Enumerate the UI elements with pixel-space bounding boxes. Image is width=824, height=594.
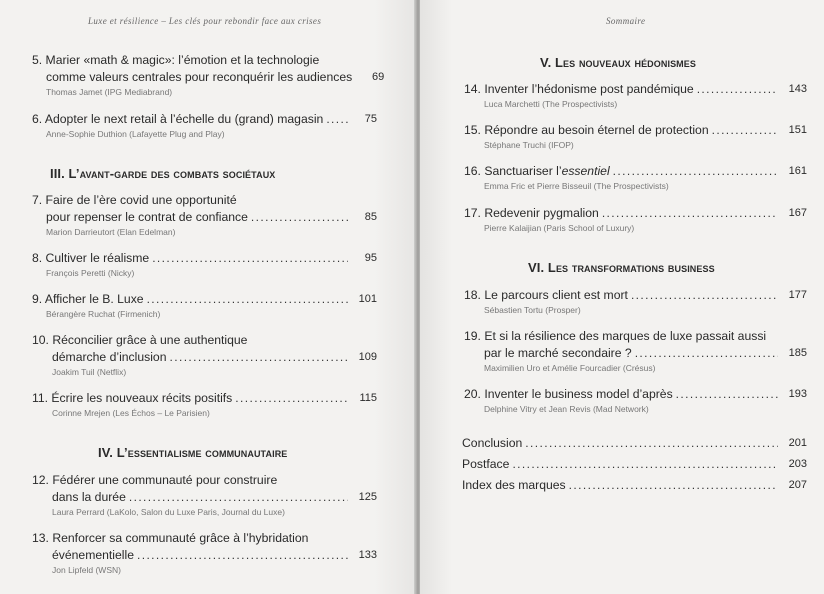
leader-dots (676, 386, 778, 403)
page-number: 203 (788, 458, 807, 470)
entry-title: 15. Répondre au besoin éternel de protection (464, 123, 709, 137)
entry-title: 6. Adopter le next retail à l’échelle du (grand) magasin (32, 112, 324, 126)
entry-title-cont: démarche d’inclusion (52, 350, 167, 364)
page-number: 193 (788, 388, 807, 400)
section-heading-3: III. L’avant-garde des combats sociétaux (50, 166, 276, 181)
page-number: 151 (788, 124, 807, 136)
entry-title: 9. Afficher le B. Luxe (32, 292, 144, 306)
entry-author: Thomas Jamet (IPG Mediabrand) (46, 87, 173, 97)
page-number: 85 (364, 211, 377, 223)
entry-author: Corinne Mrejen (Les Échos – Le Parisien) (52, 408, 210, 418)
page-number: 185 (788, 347, 807, 359)
leader-dots (525, 435, 778, 452)
page-number: 125 (358, 491, 377, 503)
entry-title: 12. Fédérer une communauté pour construire (32, 473, 278, 487)
entry-title-cont: comme valeurs centrales pour reconquérir les audiences (46, 70, 353, 84)
entry-author: Pierre Kalaijian (Paris School of Luxury) (484, 223, 635, 233)
toc-back-matter (462, 435, 807, 494)
entry-title: 18. Le parcours client est mort (464, 288, 628, 302)
entry-author: Marion Darrieutort (Elan Edelman) (46, 227, 176, 237)
toc-entry-9 (32, 291, 377, 320)
leader-dots (152, 250, 348, 267)
leader-dots (569, 477, 778, 494)
page-number: 177 (788, 289, 807, 301)
toc-entry-12 (32, 472, 377, 518)
entry-author: Anne-Sophie Duthion (Lafayette Plug and Play) (46, 129, 225, 139)
page-number: 69 (371, 71, 385, 83)
toc-entry-15 (464, 122, 807, 151)
entry-title: 5. Marier «math & magic»: l’émotion et la technologie (32, 53, 320, 67)
toc-entry-5 (32, 52, 385, 98)
leader-dots (697, 81, 778, 98)
leader-dots (251, 209, 348, 226)
entry-title: 13. Renforcer sa communauté grâce à l’hybridation (32, 531, 309, 545)
toc-entry-20 (464, 386, 807, 415)
entry-title: 19. Et si la résilience des marques de luxe passait aussi (464, 329, 767, 343)
entry-author: Laura Perrard (LaKolo, Salon du Luxe Paris, Journal du Luxe) (52, 507, 285, 517)
leader-dots (631, 287, 778, 304)
entry-title-cont: dans la durée (52, 490, 126, 504)
leader-dots (602, 205, 778, 222)
page-number: 133 (358, 549, 377, 561)
postface-label: Postface (462, 457, 510, 471)
toc-entry-18 (464, 287, 807, 316)
entry-title-cont: événementielle (52, 548, 134, 562)
entry-author: Jon Lipfeld (WSN) (52, 565, 121, 575)
entry-title: 8. Cultiver le réalisme (32, 251, 150, 265)
toc-entry-8 (32, 250, 377, 279)
page-number: 167 (788, 207, 807, 219)
page-number: 161 (788, 165, 807, 177)
leader-dots (147, 291, 348, 308)
entry-author: Sébastien Tortu (Prosper) (484, 305, 581, 315)
entry-author: Maximilien Uro et Amélie Fourcadier (Crésus) (484, 363, 656, 373)
entry-title: 20. Inventer le business model d’après (464, 387, 673, 401)
entry-author: Emma Fric et Pierre Bisseuil (The Prospectivists) (484, 181, 669, 191)
page-number: 109 (358, 351, 377, 363)
toc-entry-11 (32, 390, 377, 419)
entry-title: 10. Réconcilier grâce à une authentique (32, 333, 248, 347)
leader-dots (635, 345, 778, 362)
entry-author: Delphine Vitry et Jean Revis (Mad Network) (484, 404, 649, 414)
toc-entry-13 (32, 530, 377, 576)
leader-dots (712, 122, 778, 139)
toc-entry-17 (464, 205, 807, 234)
leader-dots (137, 547, 348, 564)
entry-title: 17. Redevenir pygmalion (464, 206, 599, 220)
page-number: 75 (364, 113, 377, 125)
leader-dots (613, 163, 778, 180)
page-number: 207 (788, 479, 807, 491)
entry-title-prefix: 16. Sanctuariser l’ (464, 164, 562, 178)
page-number: 143 (788, 83, 807, 95)
toc-entry-14 (464, 81, 807, 110)
conclusion-label: Conclusion (462, 436, 523, 450)
section-heading-6: VI. Les transformations business (528, 260, 715, 275)
entry-title-cont: pour repenser le contrat de confiance (46, 210, 248, 224)
leader-dots (235, 390, 348, 407)
running-head-right: Sommaire (606, 16, 646, 26)
entry-title: 14. Inventer l’hédonisme post pandémique (464, 82, 694, 96)
entry-author: Bérangère Ruchat (Firmenich) (46, 309, 161, 319)
section-heading-4: IV. L’essentialisme communautaire (98, 445, 288, 460)
right-page (420, 0, 824, 594)
entry-title: 7. Faire de l’ère covid une opportunité (32, 193, 237, 207)
page-number: 95 (364, 252, 377, 264)
entry-title (464, 163, 610, 180)
entry-author: Joakim Tuil (Netflix) (52, 367, 127, 377)
entry-title: 11. Écrire les nouveaux récits positifs (32, 391, 233, 405)
index-label: Index des marques (462, 478, 566, 492)
toc-entry-16 (464, 163, 807, 192)
running-head-left: Luxe et résilience – Les clés pour rebondir face aux crises (88, 16, 322, 26)
page-number: 101 (358, 293, 377, 305)
toc-entry-19 (464, 328, 807, 374)
entry-title-cont: par le marché secondaire ? (484, 346, 632, 360)
entry-author: Stéphane Truchi (IFOP) (484, 140, 574, 150)
entry-author: François Peretti (Nicky) (46, 268, 135, 278)
leader-dots (512, 456, 778, 473)
toc-entry-10 (32, 332, 377, 378)
section-heading-5: V. Les nouveaux hédonismes (540, 55, 696, 70)
leader-dots (326, 111, 348, 128)
page-number: 201 (788, 437, 807, 449)
page-number: 115 (359, 392, 377, 404)
entry-title-italic: essentiel (561, 164, 610, 178)
toc-entry-6 (32, 111, 377, 140)
entry-author: Luca Marchetti (The Prospectivists) (484, 99, 618, 109)
leader-dots (129, 489, 348, 506)
toc-entry-7 (32, 192, 377, 238)
leader-dots (170, 349, 349, 366)
